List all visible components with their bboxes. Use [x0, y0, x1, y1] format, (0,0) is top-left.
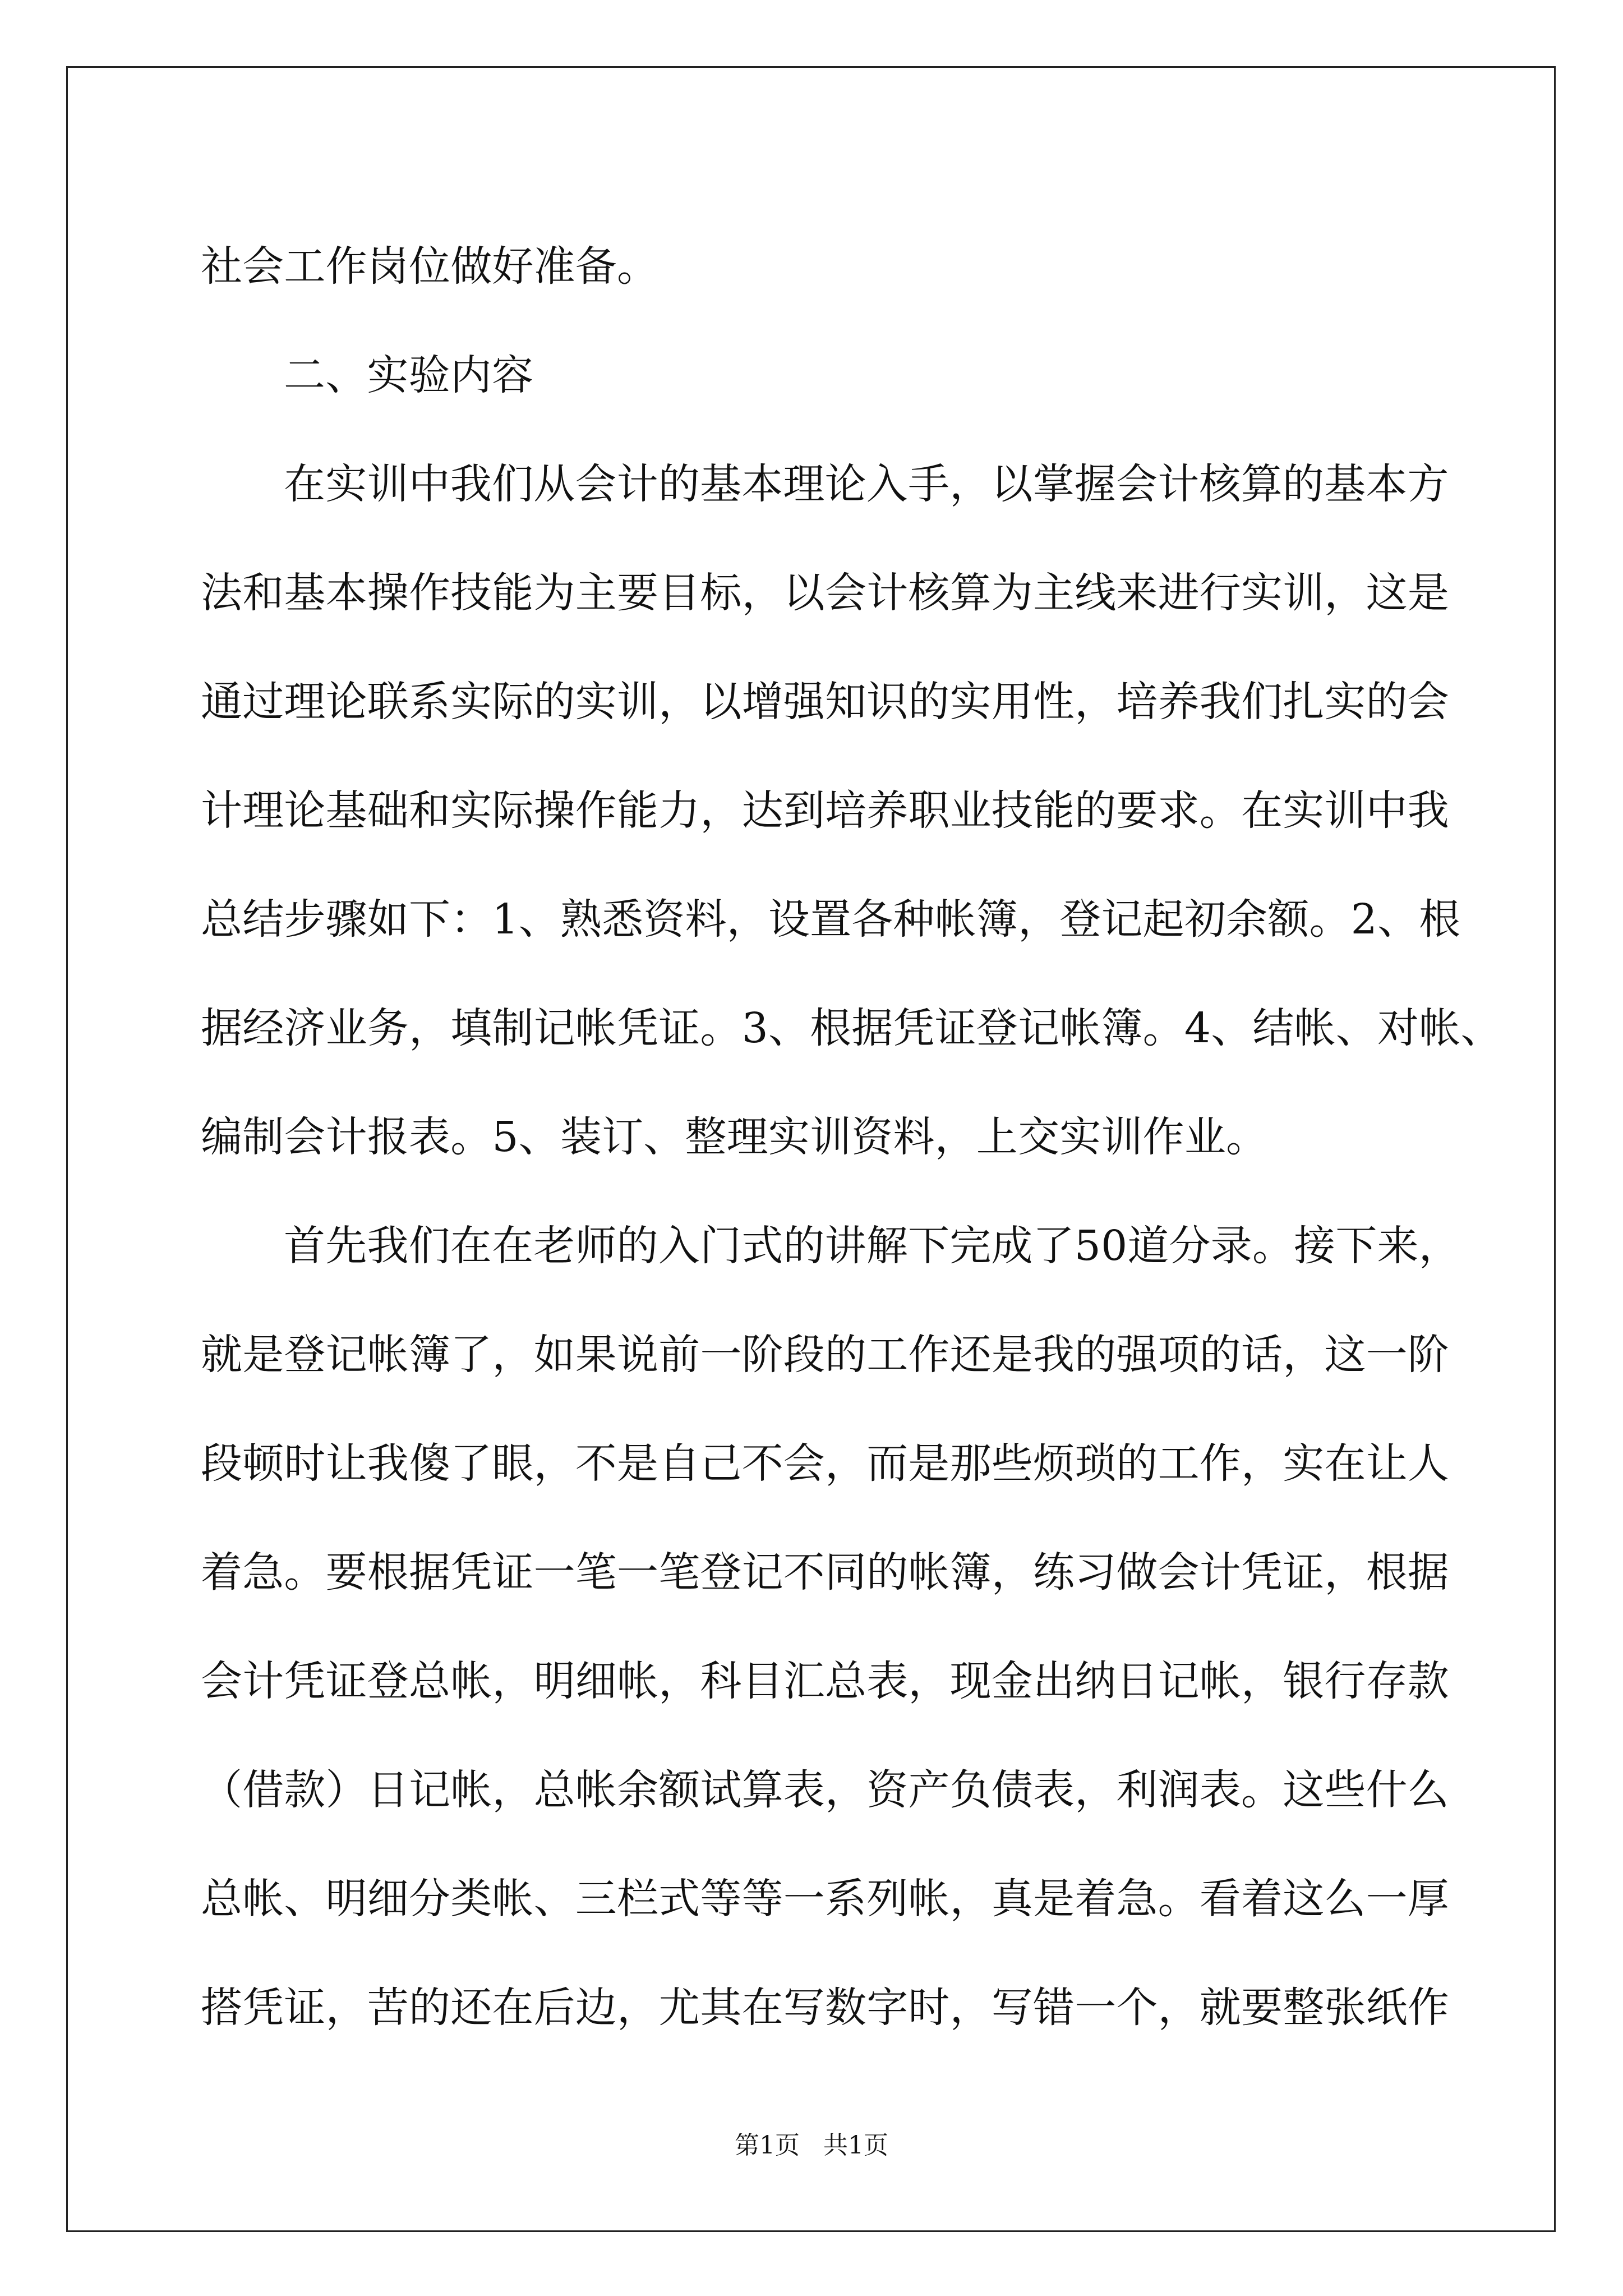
text-line: 计理论基础和实际操作能力，达到培养职业技能的要求。在实训中我 — [201, 786, 1449, 835]
text-line: 在实训中我们从会计的基本理论入手，以掌握会计核算的基本方 — [284, 460, 1449, 508]
text-line: 着急。要根据凭证一笔一笔登记不同的帐簿，练习做会计凭证，根据 — [201, 1548, 1449, 1596]
text-line: （借款）日记帐，总帐余额试算表，资产负债表，利润表。这些什么 — [201, 1766, 1449, 1814]
page-number: 第1页 共1页 — [735, 2131, 888, 2160]
section-heading: 二、实验内容 — [284, 351, 534, 399]
text-line: 法和基本操作技能为主要目标，以会计核算为主线来进行实训，这是 — [201, 569, 1449, 617]
text-line: 通过理论联系实际的实训，以增强知识的实用性，培养我们扎实的会 — [201, 678, 1449, 726]
text-line: 据经济业务，填制记帐凭证。3、根据凭证登记帐簿。4、结帐、对帐、 — [201, 1004, 1502, 1052]
text-line: 首先我们在在老师的入门式的讲解下完成了50道分录。接下来， — [284, 1222, 1460, 1270]
document-body — [201, 212, 1502, 2062]
text-line: 社会工作岗位做好准备。 — [201, 242, 659, 291]
text-line: 总结步骤如下：1、熟悉资料，设置各种帐簿，登记起初余额。2、根 — [201, 895, 1461, 944]
text-line: 搭凭证，苦的还在后边，尤其在写数字时，写错一个，就要整张纸作 — [201, 1984, 1449, 2032]
text-line: 编制会计报表。5、装订、整理实训资料，上交实训作业。 — [201, 1113, 1268, 1161]
text-line: 总帐、明细分类帐、三栏式等等一系列帐，真是着急。看着这么一厚 — [201, 1875, 1449, 1923]
text-line: 会计凭证登总帐，明细帐，科目汇总表，现金出纳日记帐，银行存款 — [201, 1657, 1449, 1705]
text-line: 段顿时让我傻了眼，不是自己不会，而是那些烦琐的工作，实在让人 — [201, 1439, 1449, 1488]
text-line: 就是登记帐簿了，如果说前一阶段的工作还是我的强项的话，这一阶 — [201, 1331, 1449, 1379]
